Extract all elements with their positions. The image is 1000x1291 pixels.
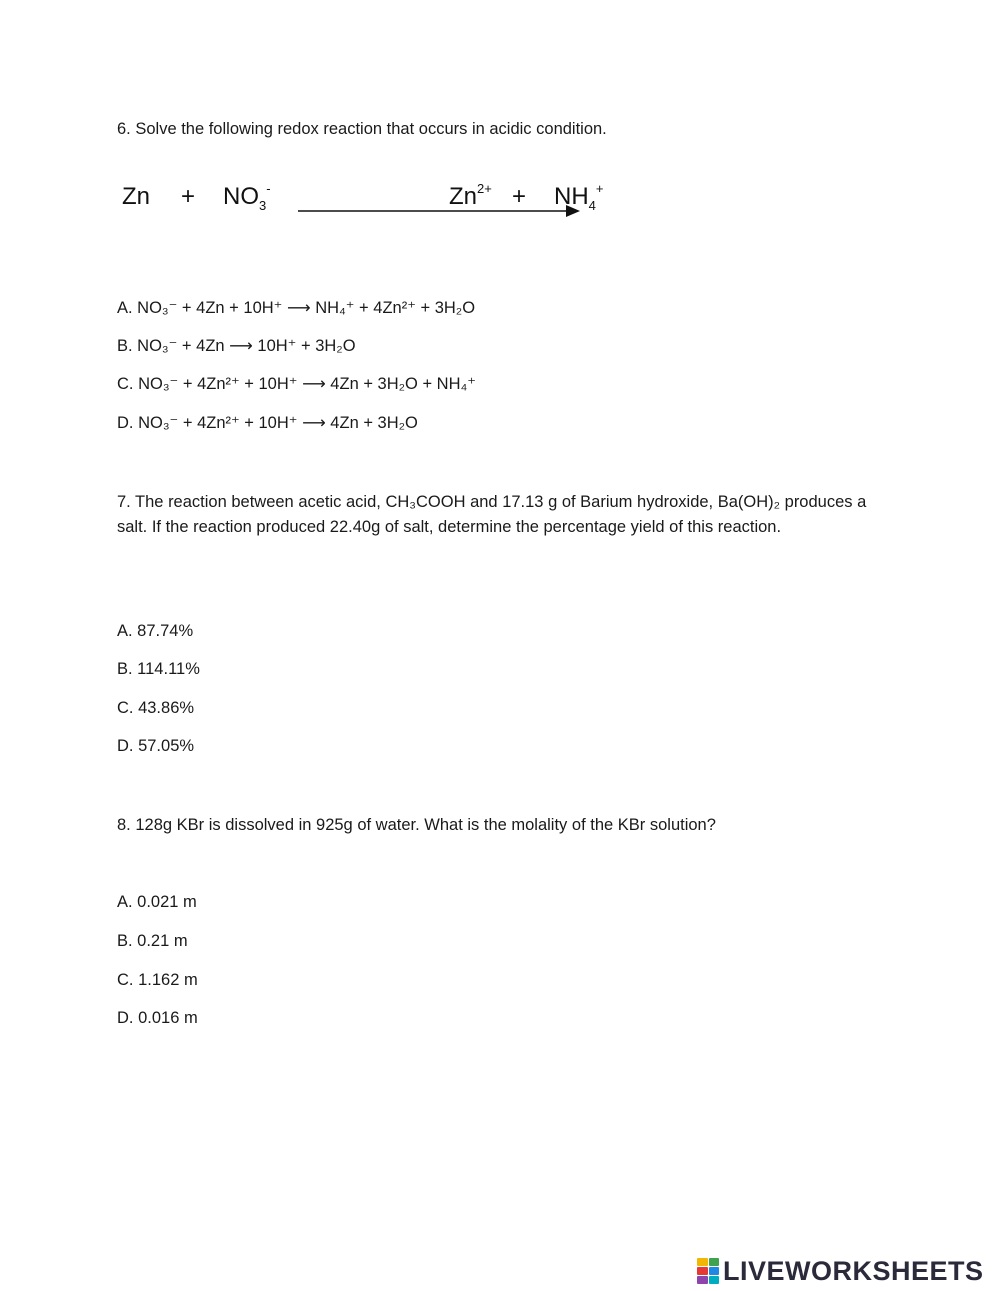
q7-option-c: C. 43.86%: [117, 699, 195, 717]
logo-text: LIVEWORKSHEETS: [723, 1255, 984, 1286]
plus-sign: +: [181, 183, 196, 210]
logo-tile: [709, 1258, 720, 1266]
logo-tile: [697, 1267, 708, 1275]
question-6-text: 6. Solve the following redox reaction that occurs in acidic condition.: [117, 120, 607, 138]
question-8-text: 8. 128g KBr is dissolved in 925g of water. What is the molality of the KBr solution?: [117, 816, 716, 834]
liveworksheets-logo: [697, 1256, 984, 1286]
plus-sign-2: +: [512, 183, 527, 210]
product-ammonium: $NH_4^+$: [554, 181, 604, 213]
logo-tile: [709, 1276, 720, 1284]
q8-option-c: C. 1.162 m: [117, 971, 198, 989]
logo-grid-icon: [697, 1258, 719, 1284]
question-7-text: 7. The reaction between acetic acid, CH₃COOH and 17.13 g of Barium hydroxide, Ba(OH)₂ produces a salt. If the reaction produced 22.40g of salt, determine the percentage yield of this reaction.: [117, 493, 867, 536]
q6-option-a: A. NO₃⁻ + 4Zn + 10H⁺ ⟶ NH₄⁺ + 4Zn²⁺ + 3H₂O: [117, 299, 476, 317]
q8-option-a: A. 0.021 m: [117, 893, 197, 911]
reactant-nitrate: $NO_3^-$: [223, 181, 271, 213]
q8-option-b: B. 0.21 m: [117, 932, 188, 950]
q7-option-d: D. 57.05%: [117, 737, 195, 755]
q7-option-a: A. 87.74%: [117, 622, 194, 640]
q8-option-d: D. 0.016 m: [117, 1009, 198, 1027]
reaction-arrow-icon: [298, 203, 580, 219]
logo-tile: [709, 1267, 720, 1275]
reactant-zn: Zn: [122, 183, 151, 210]
product-zinc-ion: $Zn^{2+}$: [449, 181, 492, 210]
logo-tile: [697, 1258, 708, 1266]
logo-tile: [697, 1276, 708, 1284]
q6-option-b: B. NO₃⁻ + 4Zn ⟶ 10H⁺ + 3H₂O: [117, 337, 356, 355]
q7-option-b: B. 114.11%: [117, 660, 200, 678]
q6-option-c: C. NO₃⁻ + 4Zn²⁺ + 10H⁺ ⟶ 4Zn + 3H₂O + NH₄⁺: [117, 375, 476, 393]
q6-option-d: D. NO₃⁻ + 4Zn²⁺ + 10H⁺ ⟶ 4Zn + 3H₂O: [117, 414, 418, 432]
